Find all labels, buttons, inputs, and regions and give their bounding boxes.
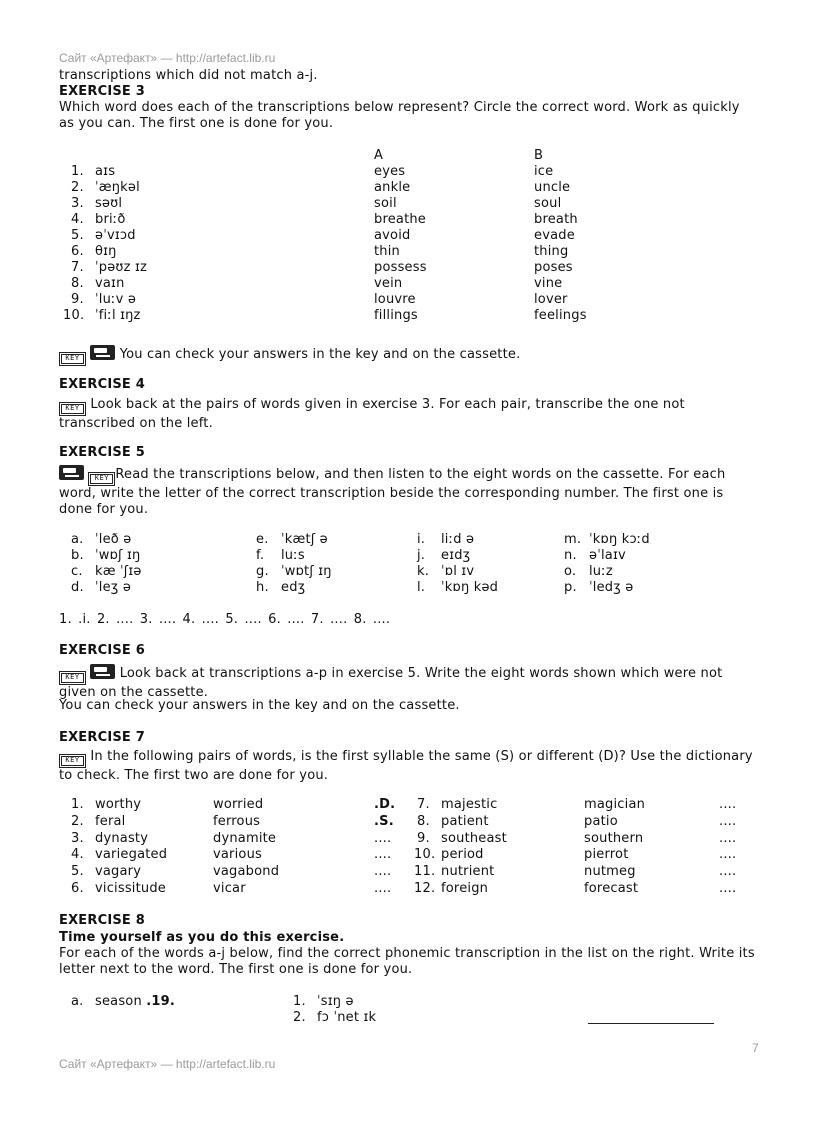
ex7-answer: ....	[719, 881, 737, 896]
intro-line: transcriptions which did not match a-j.	[59, 68, 318, 83]
ex8-subtitle: Time yourself as you do this exercise.	[59, 930, 345, 945]
ex3-row-number: 2.	[71, 180, 84, 195]
ex3-row	[0, 196, 720, 212]
ex7-number: 1.	[71, 797, 84, 812]
ex8-item-transcription: ˈsɪŋ ə	[317, 994, 354, 1009]
ex3-instructions: Which word does each of the transcriptions below represent? Circle the correct word. Work as quickly as you can. The first one is done for you.	[59, 100, 740, 131]
ex7-number: 8.	[417, 813, 430, 829]
ex3-row-word-b: lover	[534, 292, 568, 307]
ex3-row	[0, 308, 720, 324]
ex7-word-first: foreign	[441, 881, 489, 896]
ex5-instructions: Read the transcriptions below, and then listen to the eight words on the cassette. For each word, write the letter of the correct transcription beside the corresponding number. The first one is done for you.	[59, 467, 726, 517]
ex7-number: 11.	[414, 864, 436, 880]
ex3-check-line	[59, 345, 520, 366]
ex7-title: EXERCISE 7	[59, 730, 145, 745]
ex5-letter: h.	[256, 580, 269, 595]
ex3-row-number: 6.	[71, 244, 84, 259]
ex5-transcription: ˈkɒŋ kɔːd	[589, 532, 650, 547]
ex5-title: EXERCISE 5	[59, 445, 145, 460]
ex3-row-transcription: səʊl	[95, 196, 123, 211]
ex5-row	[0, 580, 720, 596]
ex6-instructions: Look back at transcriptions a-p in exercise 5. Write the eight words shown which were not given on the cassette.	[59, 666, 723, 700]
ex7-word-second: vagabond	[213, 864, 280, 880]
ex3-row-word-b: evade	[534, 228, 575, 243]
ex3-row-word-a: avoid	[374, 228, 411, 243]
ex5-transcription: eɪdʒ	[441, 548, 471, 563]
ex7-answer: ....	[719, 864, 737, 880]
ex7-word-first: patient	[441, 813, 489, 829]
ex5-letter: l.	[417, 580, 426, 595]
ex7-word-second: pierrot	[584, 847, 629, 863]
ex3-row-transcription: ˈluːv ə	[95, 292, 137, 307]
ex3-row-word-a: soil	[374, 196, 397, 211]
ex7-word-first: majestic	[441, 797, 498, 812]
ex7-number: 6.	[71, 881, 84, 896]
ex3-row-word-b: thing	[534, 244, 569, 259]
ex3-row-number: 1.	[71, 164, 84, 179]
ex5-transcription: ˈwɒʃ ɪŋ	[95, 548, 141, 563]
ex5-letter: i.	[417, 532, 426, 547]
ex5-letter: f.	[256, 548, 265, 563]
site-footer: Сайт «Артефакт» — http://artefact.lib.ru	[59, 1057, 276, 1071]
ex5-transcription: luːs	[281, 548, 305, 563]
ex7-word-second: southern	[584, 830, 644, 846]
ex5-transcription: ˈwɒtʃ ɪŋ	[281, 564, 332, 579]
ex7-instructions: In the following pairs of words, is the first syllable the same (S) or different (D)? Use the dictionary to check. The first two are done for you.	[59, 749, 753, 783]
ex7-word-second: ferrous	[213, 813, 261, 829]
ex5-transcription: edʒ	[281, 580, 306, 595]
ex5-transcription: ˈɒl ɪv	[441, 564, 475, 579]
ex8-word-text: season	[95, 994, 142, 1009]
ex3-row-word-a: louvre	[374, 292, 416, 307]
ex7-row	[0, 830, 737, 847]
ex8-title: EXERCISE 8	[59, 913, 145, 928]
ex7-word-first: vagary	[95, 864, 142, 880]
ex7-number: 7.	[417, 797, 430, 812]
ex8-item-number: 1.	[293, 994, 306, 1009]
ex5-row	[0, 532, 720, 548]
ex5-transcription: ˈkɒŋ kəd	[441, 580, 499, 595]
ex5-letter: a.	[71, 532, 84, 547]
ex3-row-word-a: possess	[374, 260, 427, 275]
ex3-row	[0, 164, 720, 180]
ex7-answer: ....	[719, 847, 737, 863]
ex5-body	[59, 465, 759, 518]
ex5-transcription: ˈleʒ ə	[95, 580, 132, 595]
ex3-row-word-a: ankle	[374, 180, 411, 195]
ex7-answer: .D.	[374, 797, 396, 812]
ex3-row-transcription: ˈpəʊz ɪz	[95, 260, 148, 275]
ex3-row-number: 8.	[71, 276, 84, 291]
key-icon: KEY	[59, 754, 86, 768]
cassette-icon	[59, 465, 84, 480]
answer-blank-line	[588, 1023, 714, 1024]
ex3-row-transcription: aɪs	[95, 164, 116, 179]
ex5-transcription: kæ ˈʃɪə	[95, 564, 142, 579]
ex3-row-word-b: ice	[534, 164, 554, 179]
ex7-answer: ....	[719, 797, 737, 812]
ex7-answer: ....	[719, 830, 737, 846]
ex3-row	[0, 212, 720, 228]
ex3-row	[0, 180, 720, 196]
ex5-letter: o.	[564, 564, 577, 579]
ex7-number: 9.	[417, 830, 430, 846]
ex3-row	[0, 244, 720, 260]
cassette-icon	[90, 345, 115, 360]
ex8-word	[95, 994, 175, 1010]
ex7-answer: ....	[719, 813, 737, 829]
ex3-row	[0, 228, 720, 244]
ex3-col-a: A	[374, 148, 384, 163]
ex5-row	[0, 548, 720, 564]
key-icon: KEY	[59, 402, 86, 416]
ex3-row-word-b: uncle	[534, 180, 571, 195]
ex3-row-transcription: θɪŋ	[95, 244, 117, 259]
ex7-word-second: forecast	[584, 881, 639, 896]
ex5-answers: 1. .i. 2. .... 3. .... 4. .... 5. .... 6. .... 7. .... 8. ....	[59, 612, 391, 627]
ex7-word-second: vicar	[213, 881, 246, 896]
ex5-letter: m.	[564, 532, 582, 547]
ex3-check-text: You can check your answers in the key and on the cassette.	[119, 347, 521, 362]
ex7-word-second: worried	[213, 797, 264, 812]
ex3-row-word-b: poses	[534, 260, 573, 275]
ex7-number: 3.	[71, 830, 84, 846]
ex5-letter: n.	[564, 548, 577, 563]
ex7-number: 12.	[414, 881, 436, 896]
site-header: Сайт «Артефакт» — http://artefact.lib.ru	[59, 51, 276, 65]
ex3-row-number: 4.	[71, 212, 84, 227]
key-icon: KEY	[59, 671, 86, 685]
ex3-row-number: 5.	[71, 228, 84, 243]
ex3-row-number: 3.	[71, 196, 84, 211]
ex7-row	[0, 881, 737, 897]
ex3-row-word-a: thin	[374, 244, 400, 259]
ex5-letter: d.	[71, 580, 84, 595]
ex3-row-transcription: əˈvɪɔd	[95, 228, 136, 243]
ex3-row-word-a: eyes	[374, 164, 406, 179]
ex7-answer: ....	[374, 881, 392, 896]
cassette-icon	[90, 664, 115, 679]
ex5-letter: k.	[417, 564, 430, 579]
ex3-row-word-a: vein	[374, 276, 403, 291]
ex7-number: 5.	[71, 864, 84, 880]
ex6-body	[59, 664, 759, 701]
ex5-letter: p.	[564, 580, 577, 595]
ex5-letter: b.	[71, 548, 84, 563]
ex7-number: 4.	[71, 847, 84, 863]
ex7-word-first: southeast	[441, 830, 507, 846]
ex3-row-number: 10.	[63, 308, 85, 323]
ex7-word-second: patio	[584, 813, 618, 829]
ex7-word-second: dynamite	[213, 830, 277, 846]
ex3-row-transcription: briːð	[95, 212, 126, 227]
ex4-body	[59, 397, 759, 432]
ex3-row-transcription: ˈfiːl ɪŋz	[95, 308, 141, 323]
ex5-letter: e.	[256, 532, 269, 547]
ex8-item	[293, 994, 493, 1010]
ex3-row-number: 9.	[71, 292, 84, 307]
ex7-word-first: vicissitude	[95, 881, 167, 896]
ex3-row	[0, 292, 720, 308]
key-icon: KEY	[59, 352, 86, 366]
ex7-word-first: worthy	[95, 797, 142, 812]
ex8-item	[293, 1010, 493, 1026]
ex5-transcription: əˈlaɪv	[589, 548, 626, 563]
ex3-row-number: 7.	[71, 260, 84, 275]
ex7-answer: .S.	[374, 813, 394, 829]
ex7-word-first: nutrient	[441, 864, 495, 880]
ex7-number: 10.	[414, 847, 436, 863]
ex4-title: EXERCISE 4	[59, 377, 145, 392]
ex5-transcription: ˈleð ə	[95, 532, 132, 547]
ex7-row	[0, 797, 737, 813]
ex7-answer: ....	[374, 830, 392, 846]
page-number: 7	[752, 1041, 759, 1055]
ex4-instructions: Look back at the pairs of words given in exercise 3. For each pair, transcribe the one not transcribed on the left.	[59, 397, 685, 431]
ex7-answer: ....	[374, 864, 392, 880]
ex7-word-first: variegated	[95, 847, 168, 863]
ex7-body	[59, 749, 759, 784]
ex3-row	[0, 260, 720, 276]
ex8-instructions: For each of the words a-j below, find the correct phonemic transcription in the list on the right. Write its letter next to the word. The first one is done for you.	[59, 946, 755, 977]
ex7-number: 2.	[71, 813, 84, 829]
ex3-row-transcription: vaɪn	[95, 276, 125, 291]
ex3-row-transcription: ˈæŋkəl	[95, 180, 140, 195]
ex5-letter: c.	[71, 564, 83, 579]
ex8-answer: .19.	[146, 994, 176, 1009]
ex5-letter: j.	[417, 548, 426, 563]
ex5-letter: g.	[256, 564, 269, 579]
ex3-row	[0, 276, 720, 292]
ex5-transcription: luːz	[589, 564, 613, 579]
ex7-word-second: magician	[584, 797, 646, 812]
ex7-word-first: period	[441, 847, 484, 863]
ex3-row-word-b: breath	[534, 212, 578, 227]
ex5-transcription: liːd ə	[441, 532, 475, 547]
ex3-row-word-b: soul	[534, 196, 562, 211]
ex5-row	[0, 564, 720, 580]
ex7-answer: ....	[374, 847, 392, 863]
ex8-item-transcription: fɔ ˈnet ɪk	[317, 1010, 377, 1025]
key-icon: KEY	[88, 472, 115, 486]
ex8-item-number: 2.	[293, 1010, 306, 1025]
ex7-word-first: feral	[95, 813, 126, 829]
ex8-word-label: a.	[71, 994, 84, 1009]
ex3-row-word-a: breathe	[374, 212, 427, 227]
ex3-row-word-a: fillings	[374, 308, 418, 323]
ex6-title: EXERCISE 6	[59, 643, 145, 658]
ex5-transcription: ˈkætʃ ə	[281, 532, 328, 547]
ex3-col-b: B	[534, 148, 544, 163]
ex7-row	[0, 813, 737, 830]
ex5-transcription: ˈledʒ ə	[589, 580, 634, 595]
ex7-row	[0, 864, 737, 880]
ex7-word-first: dynasty	[95, 830, 149, 846]
ex7-word-second: nutmeg	[584, 864, 636, 880]
ex3-row-word-b: vine	[534, 276, 563, 291]
ex6-check: You can check your answers in the key and on the cassette.	[59, 698, 460, 713]
ex7-word-second: various	[213, 847, 262, 863]
ex3-row-word-b: feelings	[534, 308, 587, 323]
ex3-title: EXERCISE 3	[59, 84, 145, 99]
ex7-row	[0, 847, 737, 863]
